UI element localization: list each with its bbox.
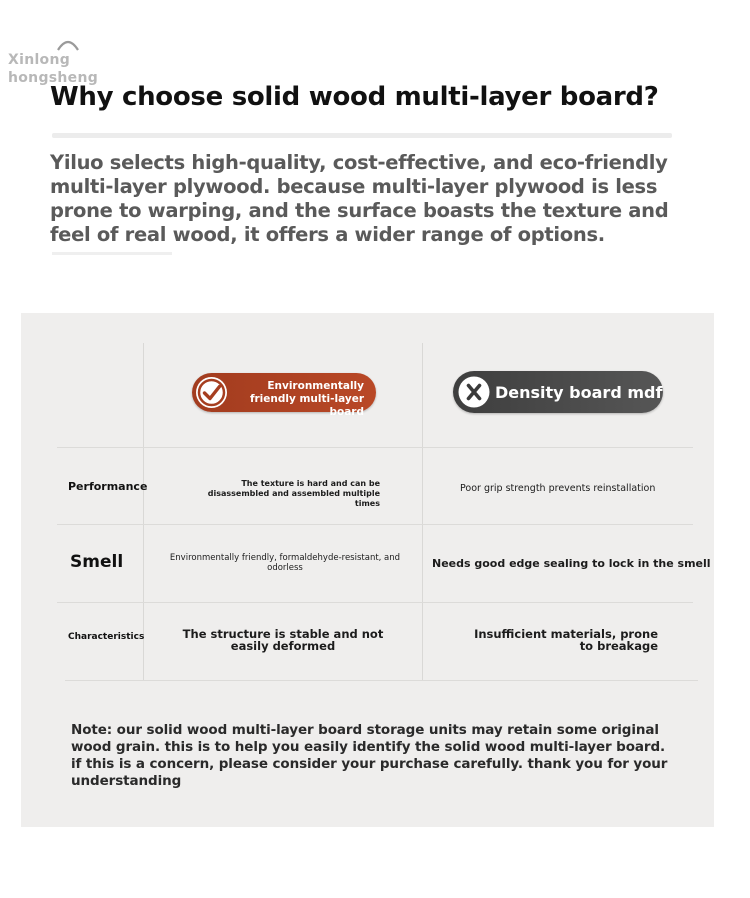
arc-icon — [56, 38, 80, 52]
row-divider — [57, 602, 693, 603]
performance-good-cell: The texture is hard and can be disassembled and assembled multiple times — [207, 479, 380, 508]
characteristics-bad-cell: Insufficient materials, prone to breakage — [474, 627, 658, 653]
page-title: Why choose solid wood multi-layer board? — [50, 82, 659, 112]
smell-bad-cell: Needs good edge sealing to lock in the smell — [432, 557, 711, 570]
multilayer-board-label: Environmentally friendly multi-layer board — [249, 380, 364, 418]
performance-bad-cell: Poor grip strength prevents reinstallation — [460, 483, 656, 494]
row-label-smell: Smell — [70, 552, 124, 572]
logo-text-line1: Xinlong — [8, 52, 71, 68]
x-icon — [458, 376, 490, 408]
intro-paragraph: Yiluo selects high-quality, cost-effective, and eco-friendly multi-layer plywood. because multi-layer plywood is less prone to warping, and the surface boasts the texture and feel of real wood, it offers a wider range of options. — [50, 151, 669, 246]
density-board-badge — [453, 371, 663, 413]
density-board-label: Density board mdf — [495, 383, 663, 402]
logo-text-line2: hongsheng — [8, 70, 99, 86]
characteristics-good-cell: The structure is stable and not easily deformed — [182, 627, 384, 653]
brand-logo — [8, 38, 118, 88]
check-icon — [195, 376, 228, 409]
divider — [52, 252, 172, 255]
smell-good-cell: Environmentally friendly, formaldehyde-resistant, and odorless — [169, 553, 401, 573]
column-divider — [143, 343, 144, 680]
row-divider — [57, 447, 693, 448]
multilayer-board-badge — [192, 373, 376, 418]
divider — [52, 133, 672, 138]
column-divider — [422, 343, 423, 680]
row-label-performance: Performance — [68, 480, 148, 493]
row-divider — [65, 680, 698, 681]
row-divider — [57, 524, 693, 525]
disclaimer-note: Note: our solid wood multi-layer board storage units may retain some original wood grain. this is to help you easily identify the solid wood multi-layer board. if this is a concern, please consider your purchase carefully. thank you for your understanding — [71, 722, 668, 789]
row-label-characteristics: Characteristics — [68, 632, 145, 642]
